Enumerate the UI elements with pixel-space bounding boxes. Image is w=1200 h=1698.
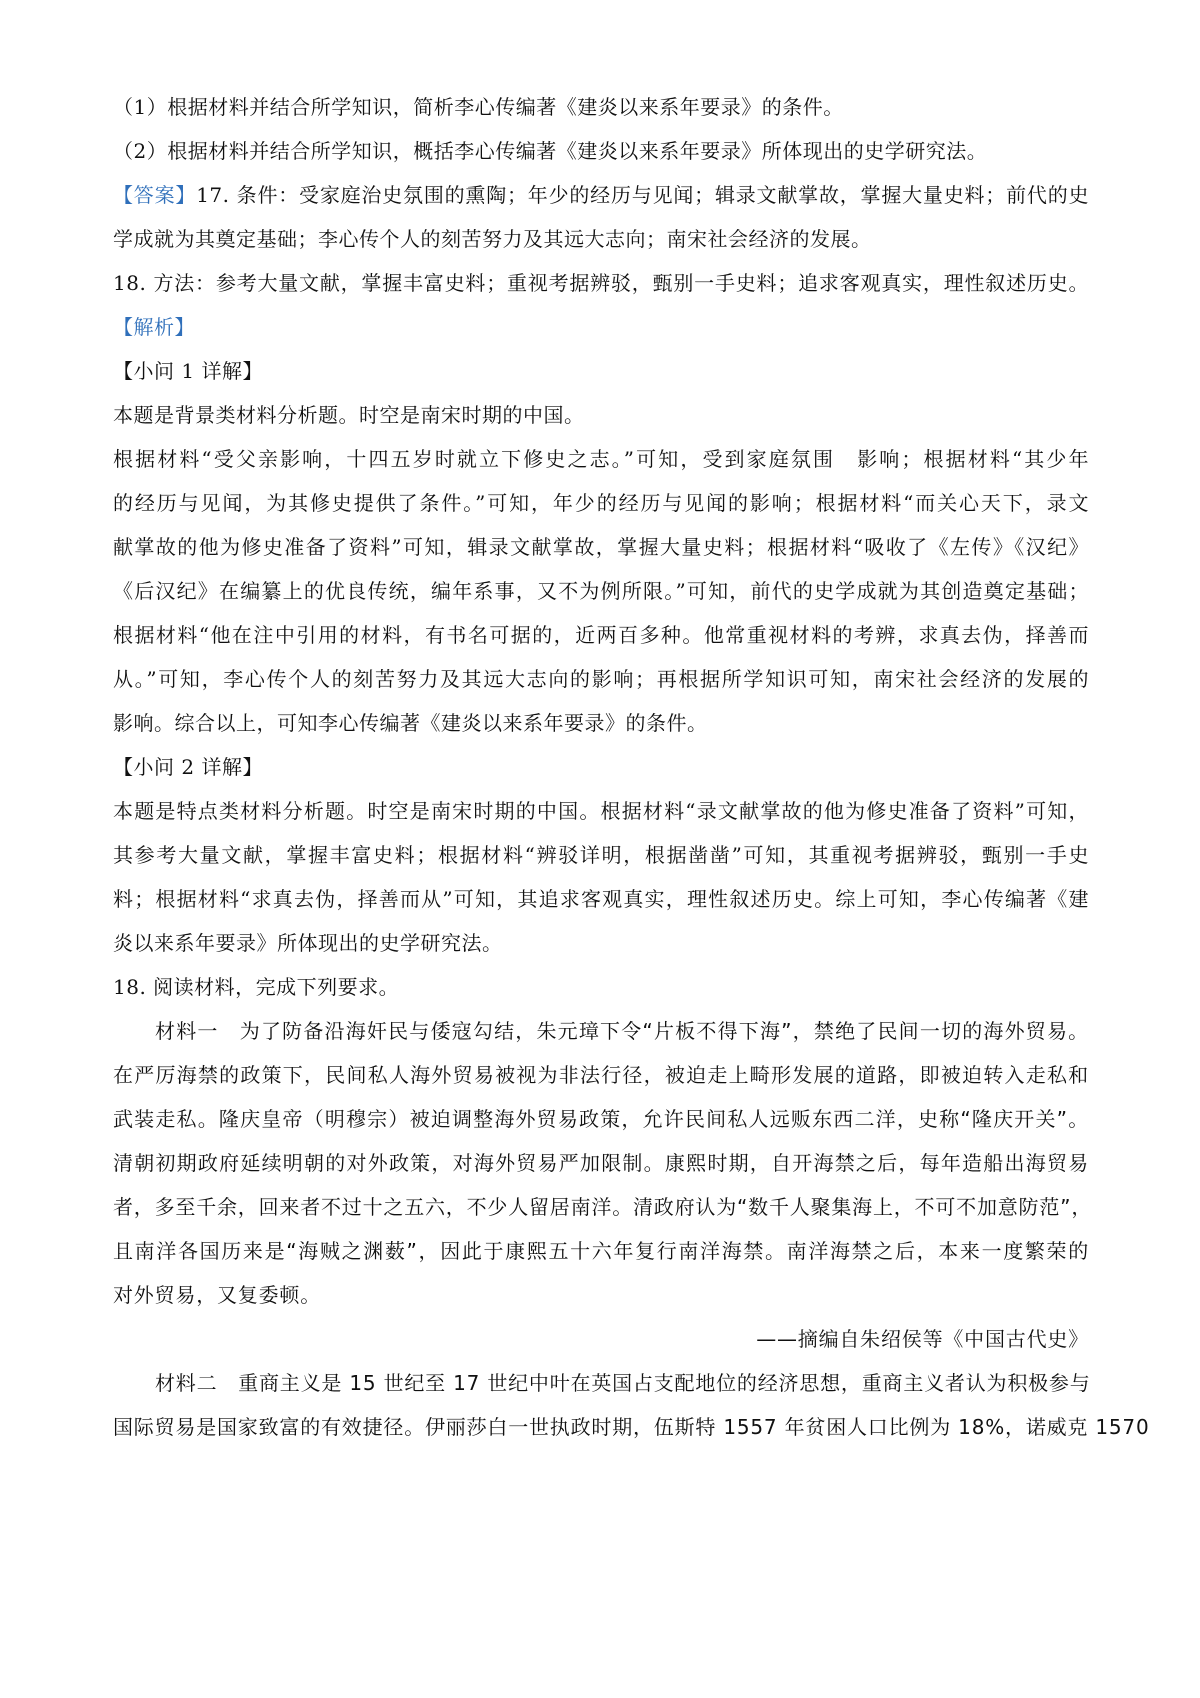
question-2: （2）根据材料并结合所学知识，概括李心传编著《建炎以来系年要录》所体现出的史学研究法。 [113, 139, 988, 163]
sub2-line: 料；根据材料“求真去伪，择善而从”可知，其追求客观真实，理性叙述历史。综上可知，李心传编著《建 [113, 887, 1089, 911]
answer-line-1 [113, 183, 1089, 207]
answer-line-2: 学成就为其奠定基础；李心传个人的刻苦努力及其远大志向；南宋社会经济的发展。 [113, 227, 872, 251]
sub-question-1-title: 【小问 1 详解】 [113, 359, 263, 383]
sub2-line: 炎以来系年要录》所体现出的史学研究法。 [113, 931, 503, 955]
material-1-source: ——摘编自朱绍侯等《中国古代史》 [756, 1327, 1089, 1351]
material-1-line: 清朝初期政府延续明朝的对外政策，对海外贸易严加限制。康熙时期，自开海禁之后，每年造船出海贸易 [113, 1151, 1089, 1175]
sub-question-2-title: 【小问 2 详解】 [113, 755, 263, 779]
sub1-line: 的经历与见闻，为其修史提供了条件。”可知，年少的经历与见闻的影响；根据材料“而关心天下，录文 [113, 491, 1089, 515]
question-18-stem: 18. 阅读材料，完成下列要求。 [113, 975, 400, 999]
material-1-line: 者，多至千余，回来者不过十之五六，不少人留居南洋。清政府认为“数千人聚集海上，不可不加意防范”， [113, 1195, 1093, 1219]
sub1-line: 根据材料“他在注中引用的材料，有书名可据的，近两百多种。他常重视材料的考辨，求真去伪，择善而 [113, 623, 1089, 647]
answer-tag: 【答案】 [113, 183, 197, 207]
material-1-line: 在严厉海禁的政策下，民间私人海外贸易被视为非法行径，被迫走上畸形发展的道路，即被迫转入走私和 [113, 1063, 1089, 1087]
material-1-line: 且南洋各国历来是“海贼之渊薮”，因此于康熙五十六年复行南洋海禁。南洋海禁之后，本来一度繁荣的 [113, 1239, 1089, 1263]
answer-line-1-text: 17. 条件：受家庭治史氛围的熏陶；年少的经历与见闻；辑录文献掌故，掌握大量史料；前代的史 [196, 183, 1089, 207]
material-2-line: 材料二 重商主义是 15 世纪至 17 世纪中叶在英国占支配地位的经济思想，重商主义者认为积极参与 [155, 1371, 1091, 1395]
answer-line-3: 18. 方法：参考大量文献，掌握丰富史料；重视考据辨驳，甄别一手史料；追求客观真实，理性叙述历史。 [113, 271, 1089, 295]
material-1-line: 对外贸易，又复委顿。 [113, 1283, 321, 1307]
sub1-line: 从。”可知，李心传个人的刻苦努力及其远大志向的影响；再根据所学知识可知，南宋社会经济的发展的 [113, 667, 1089, 691]
sub1-line: 《后汉纪》在编纂上的优良传统，编年系事，又不为例所限。”可知，前代的史学成就为其创造奠定基础； [113, 579, 1089, 603]
sub1-line: 根据材料“受父亲影响，十四五岁时就立下修史之志。”可知，受到家庭氛围 影响；根据材料“其少年 [113, 447, 1089, 471]
analysis-tag: 【解析】 [113, 315, 195, 339]
sub1-line: 本题是背景类材料分析题。时空是南宋时期的中国。 [113, 403, 585, 427]
sub2-line: 其参考大量文献，掌握丰富史料；根据材料“辨驳详明，根据凿凿”可知，其重视考据辨驳，甄别一手史 [113, 843, 1089, 867]
sub1-line: 献掌故的他为修史准备了资料”可知，辑录文献掌故，掌握大量史料；根据材料“吸收了《左传》《汉纪》 [113, 535, 1089, 559]
material-1-line: 武装走私。隆庆皇帝（明穆宗）被迫调整海外贸易政策，允许民间私人远贩东西二洋，史称“隆庆开关”。 [113, 1107, 1089, 1131]
sub1-line: 影响。综合以上，可知李心传编著《建炎以来系年要录》的条件。 [113, 711, 708, 735]
question-1: （1）根据材料并结合所学知识，简析李心传编著《建炎以来系年要录》的条件。 [113, 95, 844, 119]
sub2-line: 本题是特点类材料分析题。时空是南宋时期的中国。根据材料“录文献掌故的他为修史准备了资料”可知， [113, 799, 1089, 823]
material-2-line: 国际贸易是国家致富的有效捷径。伊丽莎白一世执政时期，伍斯特 1557 年贫困人口比例为 18%，诺威克 1570 [113, 1415, 1150, 1439]
material-1-line: 材料一 为了防备沿海奸民与倭寇勾结，朱元璋下令“片板不得下海”，禁绝了民间一切的海外贸易。 [155, 1019, 1089, 1043]
